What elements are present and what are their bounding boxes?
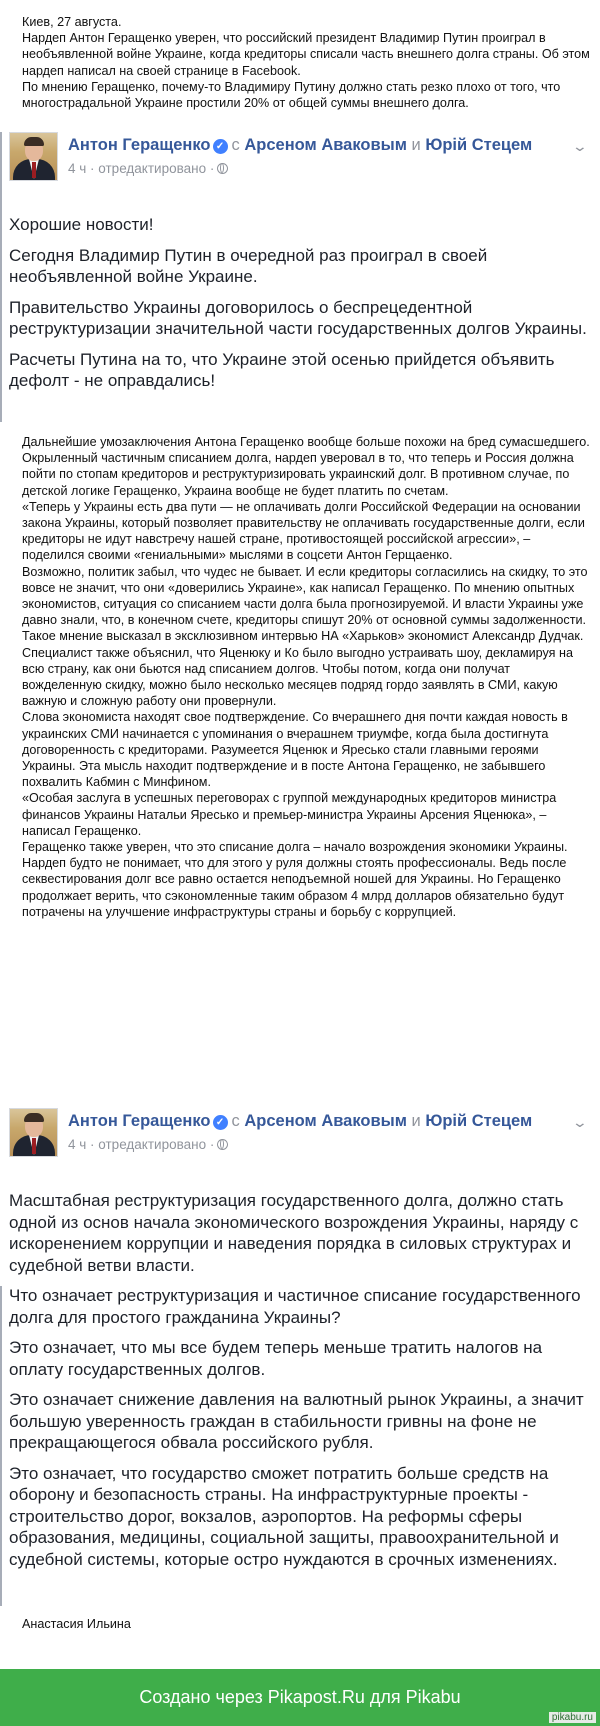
post-meta: [68, 1137, 228, 1152]
verified-icon: ✓: [213, 1115, 228, 1130]
chevron-down-icon[interactable]: ⌄: [571, 138, 589, 154]
author-link[interactable]: Антон Геращенко: [68, 1112, 211, 1130]
with-word: с: [231, 136, 240, 154]
article-paragraph: Возможно, политик забыл, что чудес не бывает. И если кредиторы согласились на скидку, то это вовсе не значит, что они «доверились Украине», как написал Геращенко. По мнению опытных экономистов, ситуация со списанием части долга была прогнозируемой. И власти Украины уже давно знали, что, в конечном счете, кредиторы спишут 20% от основной суммы задолженности. Такое мнение высказал в эксклюзивном интервью НА «Харьков» экономист Александр Дудчак.: [22, 564, 588, 644]
pikapost-footer: [0, 1669, 600, 1726]
post-body: [9, 1190, 599, 1579]
avatar[interactable]: [9, 132, 58, 181]
pikabu-watermark: pikabu.ru: [549, 1712, 596, 1723]
post-paragraph: Это означает, что мы все будем теперь меньше тратить налогов на оплату государственных долгов.: [9, 1338, 543, 1379]
article-paragraph: Слова экономиста находят свое подтверждение. Со вчерашнего дня почти каждая новость в украинских СМИ начинается с упоминания о вчерашнем триумфе, когда была достигнута договоренность с кредиторами. Разумеется Яценюк и Яресько стали главными героями Украины. Эта мысль находит подтверждение и в посте Антона Геращенко, не забывшего похвалить Кабмин с Минфином.: [22, 710, 568, 790]
article-paragraph: Геращенко также уверен, что это списание долга – начало возрождения экономики Украины. Нардеп будто не понимает, что для этого у руля должны стоять профессионалы. Ведь после секвестирования долг все равно остается неподъемной ношей для Украины. Но Геращенко продолжает верить, что сэкономленные таким образом 4 млрд долларов обязательно будут потрачены на улучшение инфраструктуры страны и борьбу с коррупцией.: [22, 840, 568, 919]
quote-bar: [0, 132, 2, 422]
post-paragraph: Правительство Украины договорилось о беспрецедентной реструктуризации значительной части государственных долгов Украины.: [9, 297, 587, 338]
post-paragraph: Хорошие новости!: [9, 215, 154, 234]
article-paragraph: Дальнейшие умозаключения Антона Геращенко вообще больше похожи на бред сумасшедшего. Окрыленный частичным списанием долга, нардеп уверовал в то, что теперь и Россия должна пойти по стопам кредиторов и реструктуризировать украинский долг. В противном случае, по детской логике Геращенко, Украина вообще не будет платить по счетам.: [22, 435, 590, 498]
tag-link[interactable]: Юрій Стецем: [425, 1112, 533, 1130]
article-body: [22, 434, 590, 920]
globe-icon: [217, 1139, 228, 1150]
author-signature: Анастасия Ильина: [22, 1617, 131, 1631]
author-link[interactable]: Антон Геращенко: [68, 136, 211, 154]
post-timestamp[interactable]: 4 ч · отредактировано ·: [68, 161, 215, 176]
post-paragraph: Сегодня Владимир Путин в очередной раз проиграл в своей необъявленной войне Украине.: [9, 245, 488, 286]
footer-text[interactable]: Создано через Pikapost.Ru для Pikabu: [139, 1687, 461, 1707]
avatar[interactable]: [9, 1108, 58, 1157]
post-header: [68, 136, 532, 155]
post-paragraph: Что означает реструктуризация и частичное списание государственного долга для простого гражданина Украины?: [9, 1286, 581, 1327]
post-body: [9, 214, 599, 401]
intro-line: Киев, 27 августа.: [22, 15, 122, 29]
article-paragraph: «Теперь у Украины есть два пути — не оплачивать долги Российской Федерации на основании закона Украины, который позволяет правительству не оплачивать государственные долги, если кредиторы не идут навстречу нашей стране, противостоящей российской агрессии», – поделился своими «гениальными» мыслями в соцсети Антон Герщаенко.: [22, 499, 585, 563]
facebook-post-1: [0, 132, 600, 422]
post-meta: [68, 161, 228, 176]
globe-icon: [217, 163, 228, 174]
article-paragraph: Специалист также объяснил, что Яценюку и Ко было выгодно устраивать шоу, декламируя на всю страну, как они бьются над списанием долгов. Чтобы потом, когда они получат вожделенную скидку, можно было несколько месяцев подряд гордо заявлять в СМИ, какую важную и сложную работу они провернули.: [22, 645, 573, 709]
intro-line: Нардеп Антон Геращенко уверен, что российский президент Владимир Путин проиграл в необъявленной войне Украине, когда кредиторы списали часть внешнего долга страны. Об этом нардеп написал на своей странице в Facebook.: [22, 31, 590, 78]
tag-link[interactable]: Юрій Стецем: [425, 136, 533, 154]
and-word: и: [411, 1112, 421, 1130]
verified-icon: ✓: [213, 139, 228, 154]
and-word: и: [411, 136, 421, 154]
article-paragraph: «Особая заслуга в успешных переговорах с группой международных кредиторов министра финансов Украины Натальи Яресько и премьер-министра Украины Арсения Яценюка», – написал Геращенко.: [22, 791, 557, 838]
post-paragraph: Расчеты Путина на то, что Украине этой осенью прийдется объявить дефолт - не оправдались!: [9, 349, 555, 390]
intro-text: [22, 14, 590, 111]
with-word: с: [231, 1112, 240, 1130]
post-paragraph: Это означает снижение давления на валютный рынок Украины, а значит большую уверенность граждан в стабильности гривны на фоне не прекращающегося обвала российского рубля.: [9, 1390, 584, 1452]
post-paragraph: Масштабная реструктуризация государственного долга, должно стать одной из основ начала экономического возрождения Украины, наряду с искоренением коррупции и наведения порядка в силовых структурах и судебной ветви власти.: [9, 1191, 579, 1275]
post-timestamp[interactable]: 4 ч · отредактировано ·: [68, 1137, 215, 1152]
post-paragraph: Это означает, что государство сможет потратить больше средств на оборону и безопасность страны. На инфраструктурные проекты - строительство дорог, вокзалов, аэропортов. На реформы сферы образования, медицины, социальной защиты, правоохранительной и судебной системы, которые остро нуждаются в срочных изменениях.: [9, 1463, 559, 1569]
quote-bar: [0, 1286, 2, 1606]
intro-line: По мнению Геращенко, почему-то Владимиру Путину должно стать резко плохо от того, что многострадальной Украине простили 20% от общей суммы внешнего долга.: [22, 79, 561, 111]
tag-link[interactable]: Арсеном Аваковым: [244, 1112, 407, 1130]
tag-link[interactable]: Арсеном Аваковым: [244, 136, 407, 154]
facebook-post-2: [0, 1108, 600, 1606]
post-header: [68, 1112, 532, 1131]
chevron-down-icon[interactable]: ⌄: [571, 1114, 589, 1130]
